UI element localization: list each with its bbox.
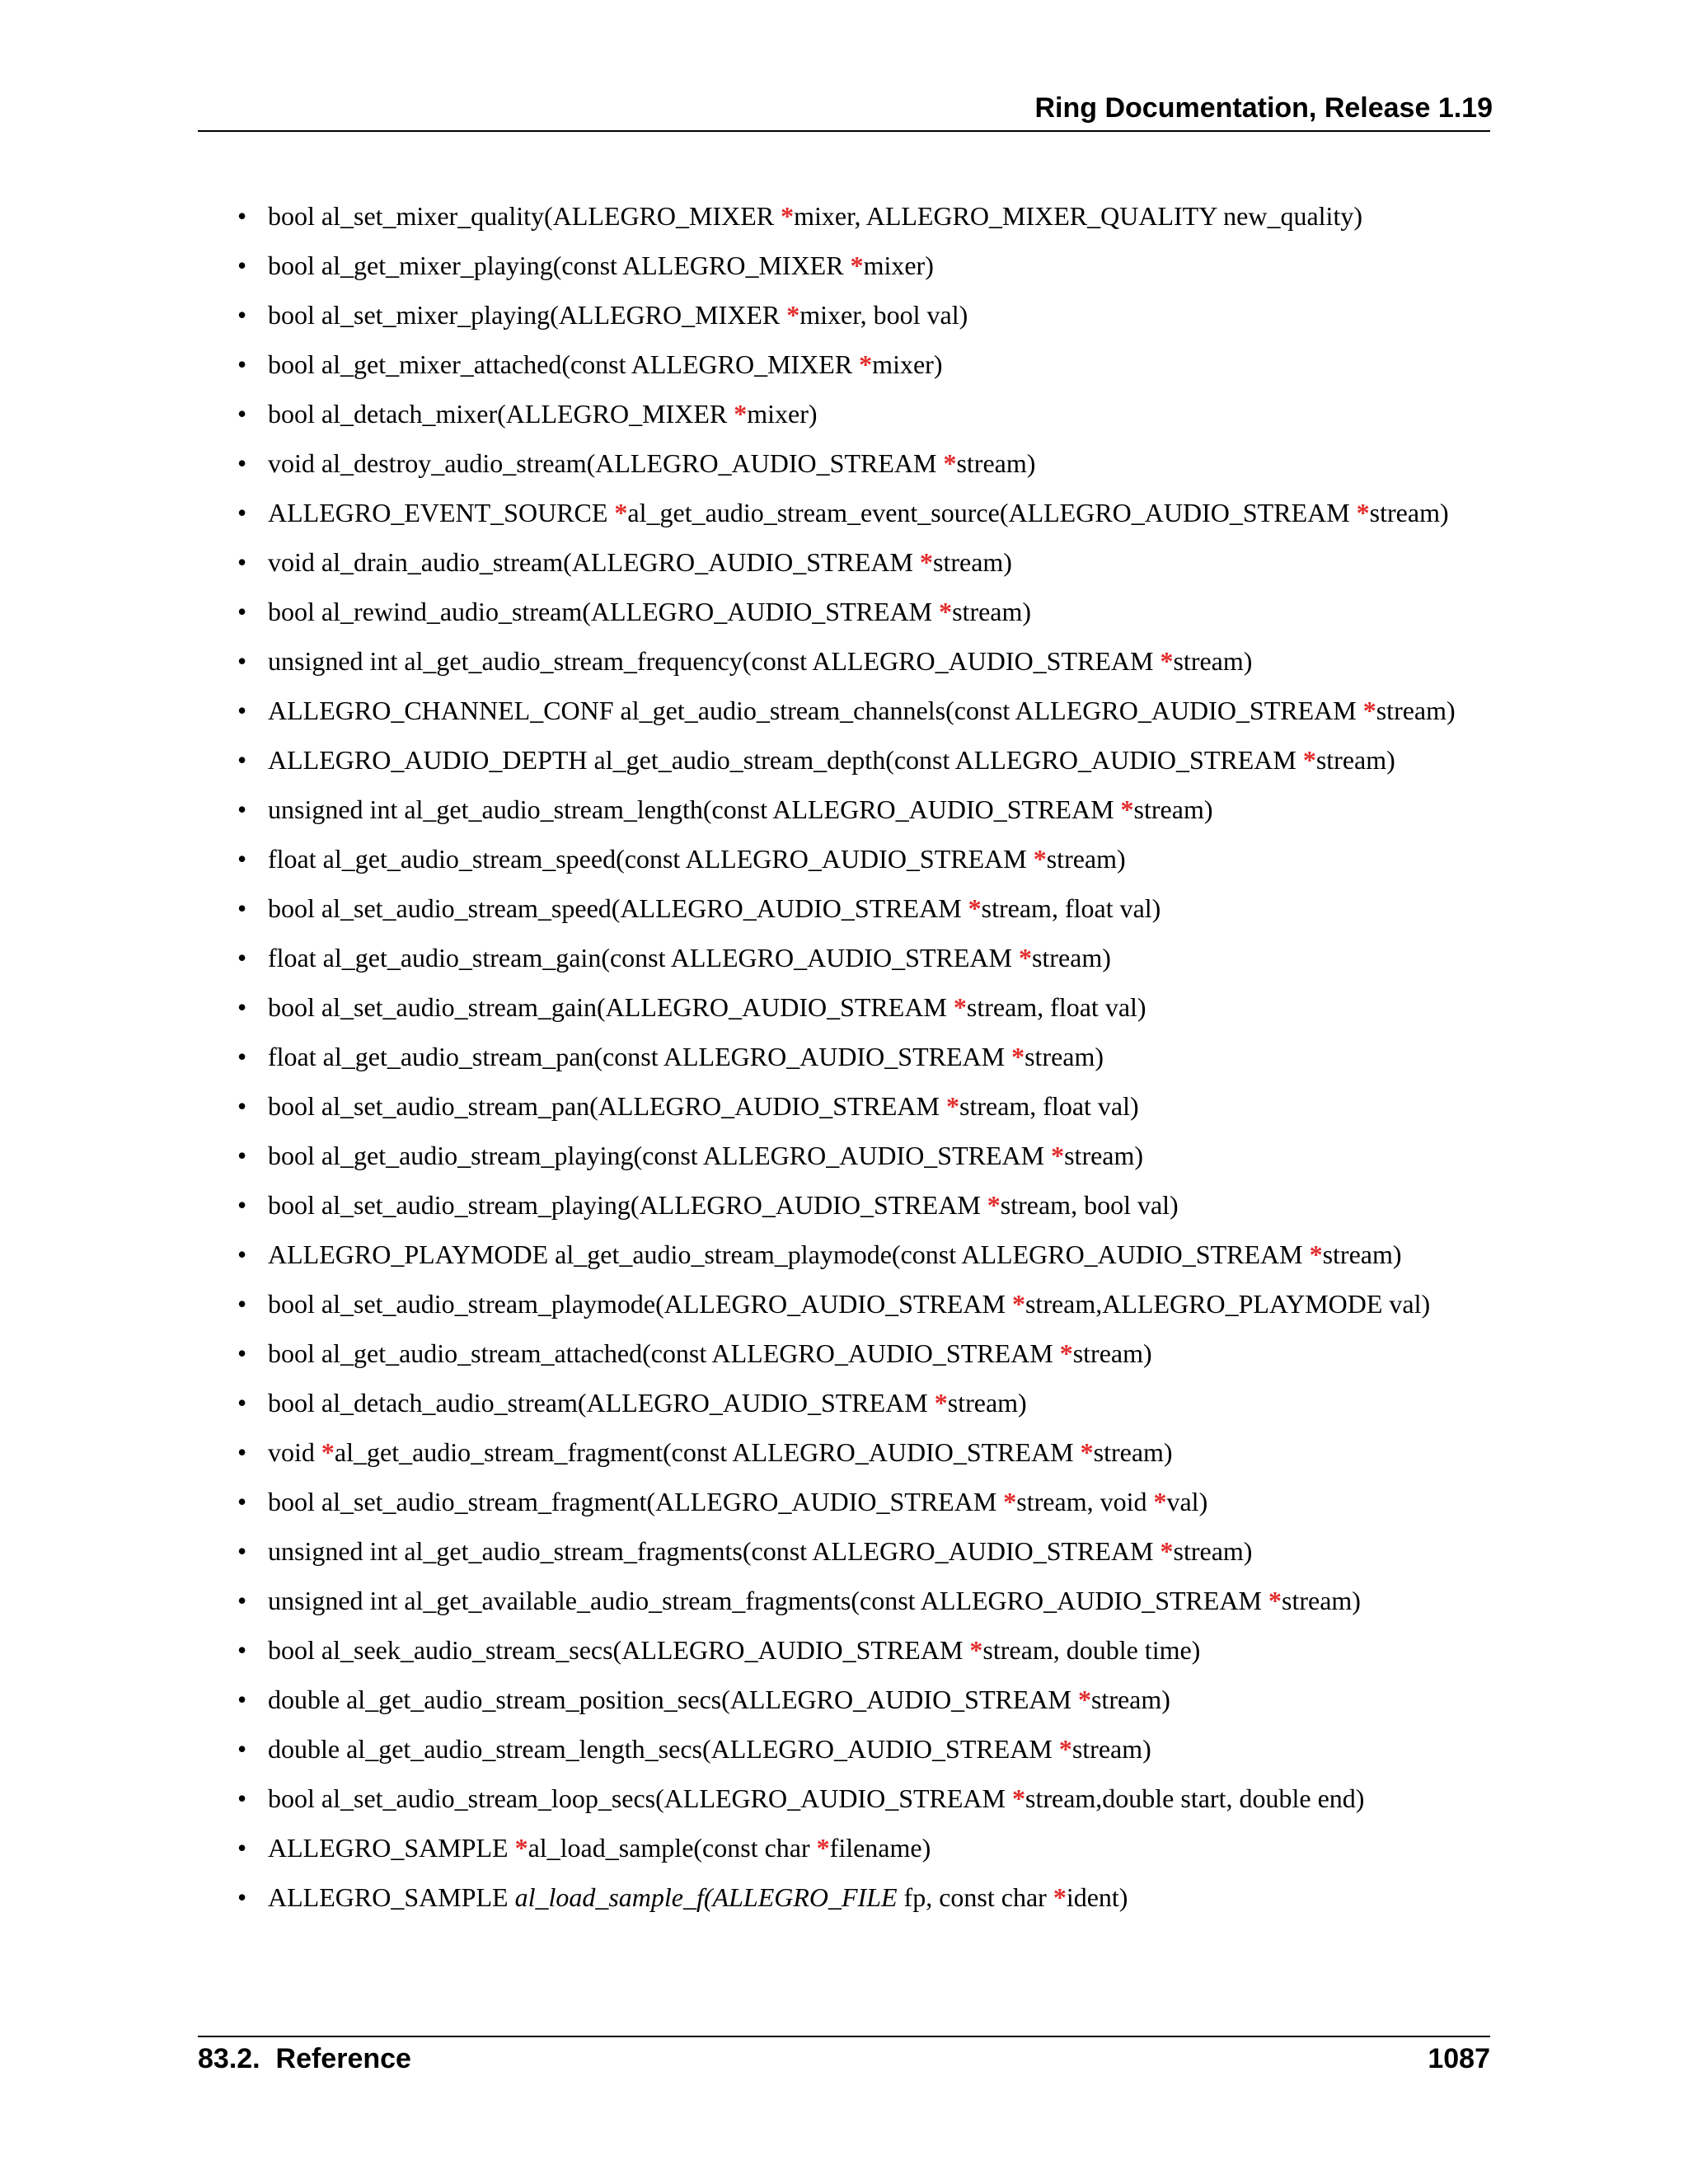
pointer-star: * xyxy=(781,201,795,231)
bullet-icon: • xyxy=(237,1091,247,1121)
signature-text: stream) xyxy=(952,597,1032,626)
list-item xyxy=(237,397,1490,430)
signature-text: stream) xyxy=(1173,646,1253,676)
list-item xyxy=(237,842,1490,875)
signature-text: stream) xyxy=(1315,745,1395,775)
list-item xyxy=(237,1633,1490,1666)
pointer-star: * xyxy=(968,893,982,923)
pointer-star: * xyxy=(1033,844,1047,874)
signature-text: stream) xyxy=(1025,1042,1104,1071)
bullet-icon: • xyxy=(237,745,247,775)
pointer-star: * xyxy=(1011,1042,1025,1071)
list-item xyxy=(237,1090,1490,1122)
signature-text: ALLEGRO_AUDIO_DEPTH al_get_audio_stream_depth(const ALLEGRO_AUDIO_STREAM xyxy=(268,745,1303,775)
signature-text: unsigned int al_get_available_audio_stream_fragments(const ALLEGRO_AUDIO_STREAM xyxy=(268,1586,1268,1615)
signature-text: ALLEGRO_EVENT_SOURCE xyxy=(268,498,615,527)
signature-text: unsigned int al_get_audio_stream_length(const ALLEGRO_AUDIO_STREAM xyxy=(268,794,1121,824)
list-item xyxy=(237,1337,1490,1370)
bullet-icon: • xyxy=(237,201,247,231)
footer-page-number: 1087 xyxy=(1428,2043,1490,2074)
pointer-star: * xyxy=(1059,1338,1073,1368)
signature-text: bool al_get_audio_stream_playing(const ALLEGRO_AUDIO_STREAM xyxy=(268,1141,1052,1170)
pointer-star: * xyxy=(919,547,933,577)
list-item xyxy=(237,743,1490,776)
list-item xyxy=(237,1040,1490,1073)
signature-text: stream) xyxy=(1090,1685,1170,1714)
signature-text: mixer, bool val) xyxy=(799,300,968,330)
signature-text: void al_drain_audio_stream(ALLEGRO_AUDIO_STREAM xyxy=(268,547,920,577)
pointer-star: * xyxy=(1051,1141,1065,1170)
pointer-star: * xyxy=(1268,1586,1282,1615)
bullet-icon: • xyxy=(237,300,247,330)
list-item xyxy=(237,1881,1490,1914)
list-item xyxy=(237,991,1490,1024)
signature-text: stream, void xyxy=(1016,1487,1154,1516)
bullet-icon: • xyxy=(237,1388,247,1418)
signature-text: float al_get_audio_stream_gain(const ALLEGRO_AUDIO_STREAM xyxy=(268,943,1019,972)
bullet-icon: • xyxy=(237,943,247,972)
pointer-star: * xyxy=(1011,1289,1025,1319)
list-item xyxy=(237,1139,1490,1172)
signature-text: float al_get_audio_stream_pan(const ALLEGRO_AUDIO_STREAM xyxy=(268,1042,1012,1071)
bullet-icon: • xyxy=(237,696,247,725)
signature-text: stream, float val) xyxy=(966,992,1146,1022)
signature-text: stream, float val) xyxy=(981,893,1161,923)
list-item xyxy=(237,595,1490,628)
pointer-star: * xyxy=(1120,794,1134,824)
list-item xyxy=(237,694,1490,727)
list-item xyxy=(237,941,1490,974)
bullet-icon: • xyxy=(237,1734,247,1764)
list-item xyxy=(237,1683,1490,1716)
list-item xyxy=(237,496,1490,529)
signature-text: stream) xyxy=(1369,498,1449,527)
pointer-star: * xyxy=(1011,1783,1025,1813)
signature-text: filename) xyxy=(829,1833,931,1863)
pointer-star: * xyxy=(816,1833,830,1863)
pointer-star: * xyxy=(969,1635,983,1665)
pointer-star: * xyxy=(1160,646,1174,676)
signature-text: bool al_rewind_audio_stream(ALLEGRO_AUDIO_STREAM xyxy=(268,597,940,626)
pointer-star: * xyxy=(614,498,628,527)
signature-text: stream,double start, double end) xyxy=(1025,1783,1365,1813)
signature-text: bool al_set_audio_stream_gain(ALLEGRO_AUDIO_STREAM xyxy=(268,992,954,1022)
signature-text: unsigned int al_get_audio_stream_fragments(const ALLEGRO_AUDIO_STREAM xyxy=(268,1536,1160,1566)
list-item xyxy=(237,1485,1490,1518)
list-item xyxy=(237,199,1490,232)
pointer-star: * xyxy=(953,992,967,1022)
pointer-star: * xyxy=(321,1437,335,1467)
bullet-icon: • xyxy=(237,646,247,676)
list-item xyxy=(237,1535,1490,1568)
signature-text: ALLEGRO_SAMPLE xyxy=(268,1833,515,1863)
signature-text: bool al_get_mixer_attached(const ALLEGRO_MIXER xyxy=(268,349,860,379)
signature-text: stream) xyxy=(1093,1437,1173,1467)
signature-text: bool al_set_audio_stream_fragment(ALLEGRO_AUDIO_STREAM xyxy=(268,1487,1004,1516)
signature-text: stream) xyxy=(1071,1734,1151,1764)
bullet-icon: • xyxy=(237,1882,247,1912)
bullet-icon: • xyxy=(237,1338,247,1368)
signature-text: al_load_sample(const char xyxy=(528,1833,817,1863)
signature-text: mixer) xyxy=(872,349,943,379)
signature-text: stream) xyxy=(1046,844,1126,874)
bullet-icon: • xyxy=(237,498,247,527)
bullet-icon: • xyxy=(237,1141,247,1170)
pointer-star: * xyxy=(1160,1536,1174,1566)
signature-text: unsigned int al_get_audio_stream_frequency(const ALLEGRO_AUDIO_STREAM xyxy=(268,646,1160,676)
signature-text: bool al_set_audio_stream_pan(ALLEGRO_AUDIO_STREAM xyxy=(268,1091,946,1121)
signature-text: stream) xyxy=(956,448,1036,478)
signature-text: stream) xyxy=(1133,794,1213,824)
list-item xyxy=(237,1188,1490,1221)
page-header-title: Ring Documentation, Release 1.19 xyxy=(1034,92,1493,124)
function-signature-list xyxy=(237,199,1490,1930)
signature-text: stream, double time) xyxy=(982,1635,1201,1665)
signature-text: stream) xyxy=(1322,1240,1402,1269)
list-item xyxy=(237,1238,1490,1271)
signature-text: stream) xyxy=(1173,1536,1253,1566)
signature-text: bool al_set_mixer_playing(ALLEGRO_MIXER xyxy=(268,300,787,330)
signature-text: bool al_detach_audio_stream(ALLEGRO_AUDIO_STREAM xyxy=(268,1388,935,1418)
bullet-icon: • xyxy=(237,1042,247,1071)
signature-text: bool al_set_mixer_quality(ALLEGRO_MIXER xyxy=(268,201,781,231)
signature-text: al_get_audio_stream_fragment(const ALLEGRO_AUDIO_STREAM xyxy=(334,1437,1081,1467)
list-item xyxy=(237,793,1490,826)
pointer-star: * xyxy=(1356,498,1370,527)
signature-text: stream) xyxy=(1281,1586,1361,1615)
header-rule xyxy=(198,130,1490,132)
pointer-star: * xyxy=(943,448,957,478)
list-item xyxy=(237,1287,1490,1320)
list-item xyxy=(237,644,1490,677)
pointer-star: * xyxy=(786,300,800,330)
signature-text: ident) xyxy=(1066,1882,1128,1912)
footer-section-title: 83.2. Reference xyxy=(198,2043,411,2074)
pointer-star: * xyxy=(945,1091,959,1121)
signature-text: bool al_seek_audio_stream_secs(ALLEGRO_AUDIO_STREAM xyxy=(268,1635,970,1665)
signature-text: bool al_set_audio_stream_speed(ALLEGRO_AUDIO_STREAM xyxy=(268,893,968,923)
pointer-star: * xyxy=(514,1833,528,1863)
pointer-star: * xyxy=(1309,1240,1323,1269)
pointer-star: * xyxy=(1058,1734,1072,1764)
signature-text: stream) xyxy=(1376,696,1456,725)
signature-text-italic: al_load_sample_f(ALLEGRO_FILE xyxy=(514,1882,898,1912)
bullet-icon: • xyxy=(237,1536,247,1566)
pointer-star: * xyxy=(1053,1882,1067,1912)
signature-text: void al_destroy_audio_stream(ALLEGRO_AUDIO_STREAM xyxy=(268,448,944,478)
pointer-star: * xyxy=(1018,943,1032,972)
pointer-star: * xyxy=(1153,1487,1167,1516)
signature-text: bool al_get_mixer_playing(const ALLEGRO_MIXER xyxy=(268,251,851,280)
pointer-star: * xyxy=(1077,1685,1091,1714)
bullet-icon: • xyxy=(237,1289,247,1319)
signature-text: ALLEGRO_CHANNEL_CONF al_get_audio_stream_channels(const ALLEGRO_AUDIO_STREAM xyxy=(268,696,1363,725)
list-item xyxy=(237,1584,1490,1617)
bullet-icon: • xyxy=(237,794,247,824)
signature-text: bool al_set_audio_stream_playmode(ALLEGRO_AUDIO_STREAM xyxy=(268,1289,1012,1319)
signature-text: mixer) xyxy=(863,251,934,280)
signature-text: float al_get_audio_stream_speed(const ALLEGRO_AUDIO_STREAM xyxy=(268,844,1034,874)
pointer-star: * xyxy=(1003,1487,1017,1516)
list-item xyxy=(237,348,1490,381)
signature-text: bool al_set_audio_stream_playing(ALLEGRO_AUDIO_STREAM xyxy=(268,1190,987,1220)
pointer-star: * xyxy=(734,399,748,429)
pointer-star: * xyxy=(987,1190,1001,1220)
bullet-icon: • xyxy=(237,1437,247,1467)
bullet-icon: • xyxy=(237,1487,247,1516)
signature-text: stream, bool val) xyxy=(1000,1190,1179,1220)
signature-text: stream) xyxy=(947,1388,1027,1418)
list-item xyxy=(237,249,1490,282)
signature-text: bool al_detach_mixer(ALLEGRO_MIXER xyxy=(268,399,734,429)
signature-text: stream) xyxy=(1031,943,1111,972)
signature-text: bool al_set_audio_stream_loop_secs(ALLEGRO_AUDIO_STREAM xyxy=(268,1783,1012,1813)
signature-text: stream) xyxy=(1072,1338,1152,1368)
bullet-icon: • xyxy=(237,399,247,429)
signature-text: stream) xyxy=(932,547,1012,577)
signature-text: al_get_audio_stream_event_source(ALLEGRO_AUDIO_STREAM xyxy=(627,498,1357,527)
bullet-icon: • xyxy=(237,1685,247,1714)
list-item xyxy=(237,546,1490,579)
bullet-icon: • xyxy=(237,1833,247,1863)
signature-text: val) xyxy=(1166,1487,1208,1516)
list-item xyxy=(237,1782,1490,1815)
pointer-star: * xyxy=(934,1388,948,1418)
bullet-icon: • xyxy=(237,1635,247,1665)
signature-text: ALLEGRO_PLAYMODE al_get_audio_stream_playmode(const ALLEGRO_AUDIO_STREAM xyxy=(268,1240,1310,1269)
signature-text: ALLEGRO_SAMPLE xyxy=(268,1882,515,1912)
signature-text: double al_get_audio_stream_position_secs(ALLEGRO_AUDIO_STREAM xyxy=(268,1685,1078,1714)
bullet-icon: • xyxy=(237,1586,247,1615)
footer-rule xyxy=(198,2036,1490,2037)
signature-text: double al_get_audio_stream_length_secs(ALLEGRO_AUDIO_STREAM xyxy=(268,1734,1059,1764)
bullet-icon: • xyxy=(237,547,247,577)
signature-text: bool al_get_audio_stream_attached(const ALLEGRO_AUDIO_STREAM xyxy=(268,1338,1060,1368)
bullet-icon: • xyxy=(237,349,247,379)
bullet-icon: • xyxy=(237,1783,247,1813)
list-item xyxy=(237,1436,1490,1469)
pointer-star: * xyxy=(1080,1437,1094,1467)
signature-text: stream, float val) xyxy=(959,1091,1139,1121)
bullet-icon: • xyxy=(237,1240,247,1269)
list-item xyxy=(237,298,1490,331)
bullet-icon: • xyxy=(237,893,247,923)
signature-text: stream,ALLEGRO_PLAYMODE val) xyxy=(1025,1289,1431,1319)
list-item xyxy=(237,447,1490,480)
pointer-star: * xyxy=(1302,745,1316,775)
pointer-star: * xyxy=(859,349,873,379)
pointer-star: * xyxy=(1362,696,1376,725)
bullet-icon: • xyxy=(237,251,247,280)
bullet-icon: • xyxy=(237,844,247,874)
signature-text: mixer) xyxy=(747,399,818,429)
pointer-star: * xyxy=(939,597,953,626)
signature-text: void xyxy=(268,1437,321,1467)
list-item xyxy=(237,892,1490,925)
list-item xyxy=(237,1386,1490,1419)
signature-text: fp, const char xyxy=(897,1882,1053,1912)
bullet-icon: • xyxy=(237,1190,247,1220)
signature-text: mixer, ALLEGRO_MIXER_QUALITY new_quality) xyxy=(794,201,1362,231)
pointer-star: * xyxy=(850,251,864,280)
bullet-icon: • xyxy=(237,992,247,1022)
list-item xyxy=(237,1831,1490,1864)
signature-text: stream) xyxy=(1064,1141,1144,1170)
bullet-icon: • xyxy=(237,448,247,478)
list-item xyxy=(237,1732,1490,1765)
bullet-icon: • xyxy=(237,597,247,626)
